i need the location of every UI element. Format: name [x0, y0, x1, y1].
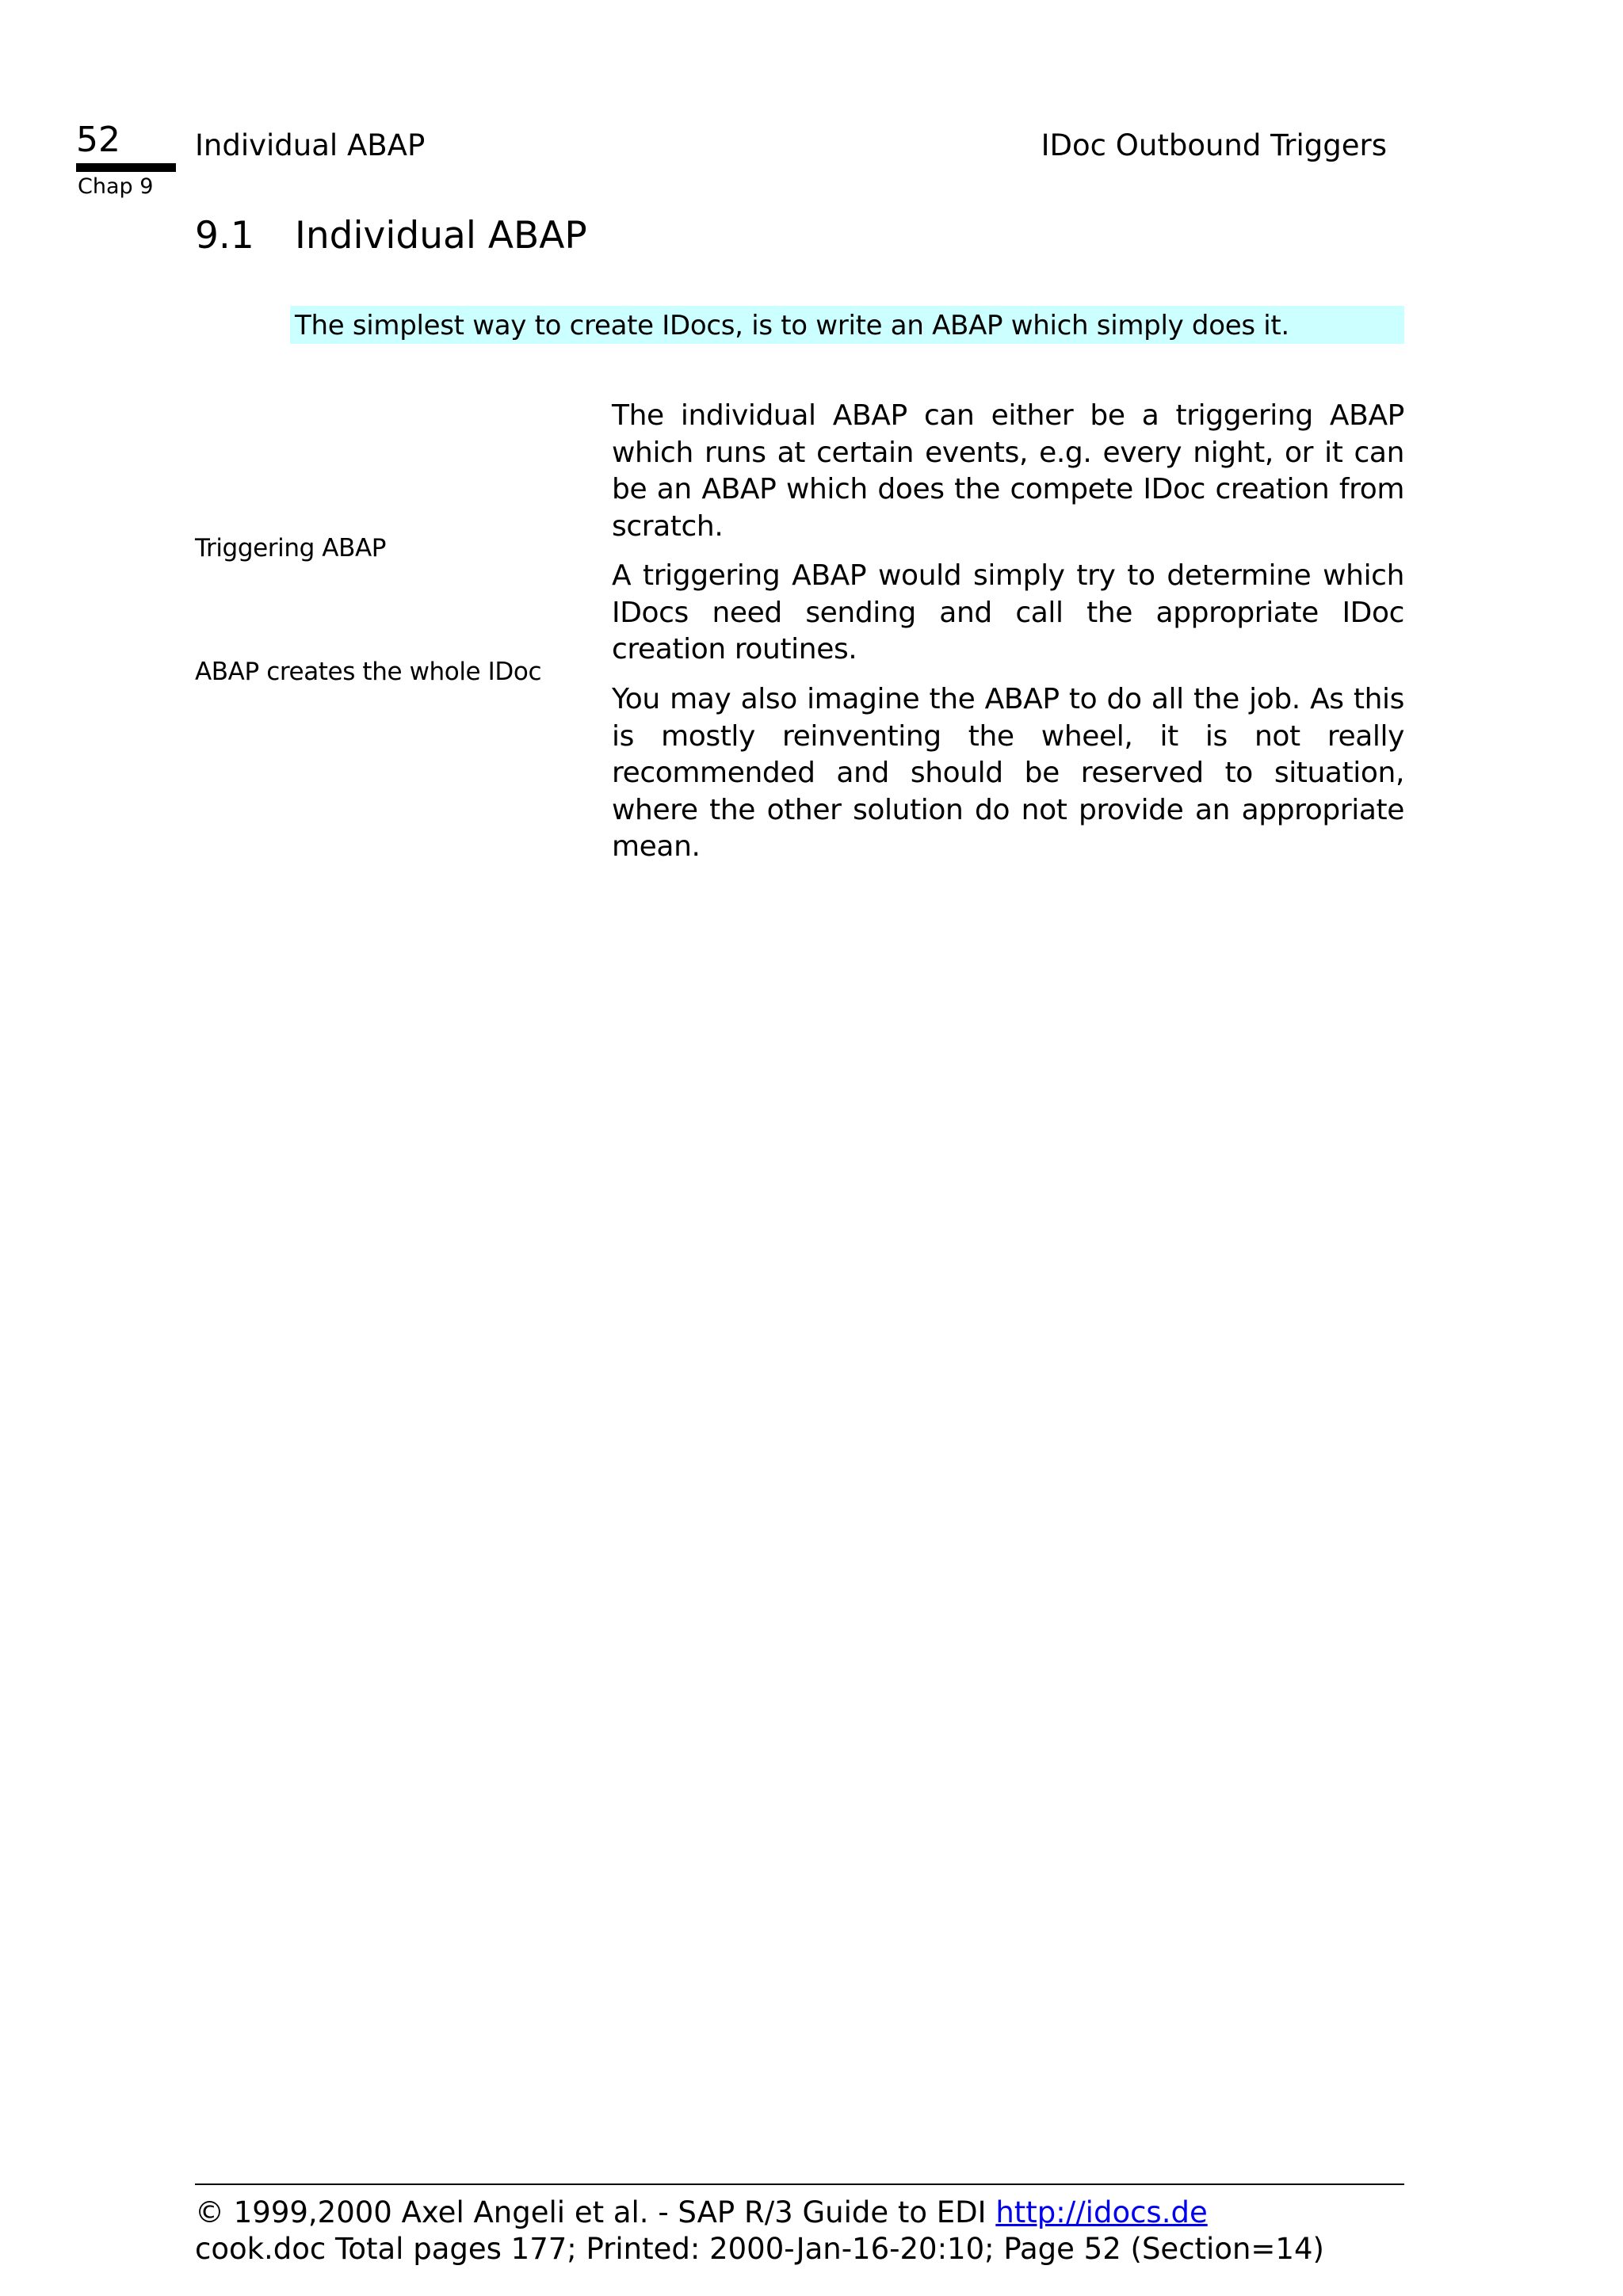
margin-note-whole-idoc: ABAP creates the whole IDoc [195, 658, 542, 686]
summary-text: The simplest way to create IDocs, is to write an ABAP which simply does it. [295, 310, 1289, 341]
running-header-section: Individual ABAP [195, 128, 426, 162]
section-title: Individual ABAP [295, 214, 587, 257]
chapter-label: Chap 9 [78, 174, 154, 199]
footer-print-info: cook.doc Total pages 177; Printed: 2000-Jan-16-20:10; Page 52 (Section=14) [195, 2232, 1324, 2266]
footer-copyright-text: © 1999,2000 Axel Angeli et al. - SAP R/3 Guide to EDI [195, 2195, 996, 2229]
body-paragraph-triggering: A triggering ABAP would simply try to determine which IDocs need sending and call the appropriate IDoc creation routines. [612, 559, 1404, 666]
section-number: 9.1 [195, 214, 254, 257]
margin-note-triggering-abap: Triggering ABAP [195, 534, 387, 563]
body-paragraph-intro: The individual ABAP can either be a triggering ABAP which runs at certain events, e.g. every night, or it can be an ABAP which does the compete IDoc creation from scratch. [612, 399, 1404, 543]
footer-link[interactable]: http://idocs.de [995, 2195, 1208, 2229]
running-header-chapter: IDoc Outbound Triggers [1041, 128, 1387, 162]
page-number: 52 [76, 120, 120, 160]
page-number-rule [76, 163, 176, 172]
footer-rule [195, 2183, 1404, 2185]
footer-copyright [195, 2195, 1208, 2231]
body-paragraph-whole-idoc: You may also imagine the ABAP to do all the job. As this is mostly reinventing the wheel, it is not really recommended and should be reserved to situation, where the other solution do not provide an appropriate mean. [612, 683, 1404, 863]
